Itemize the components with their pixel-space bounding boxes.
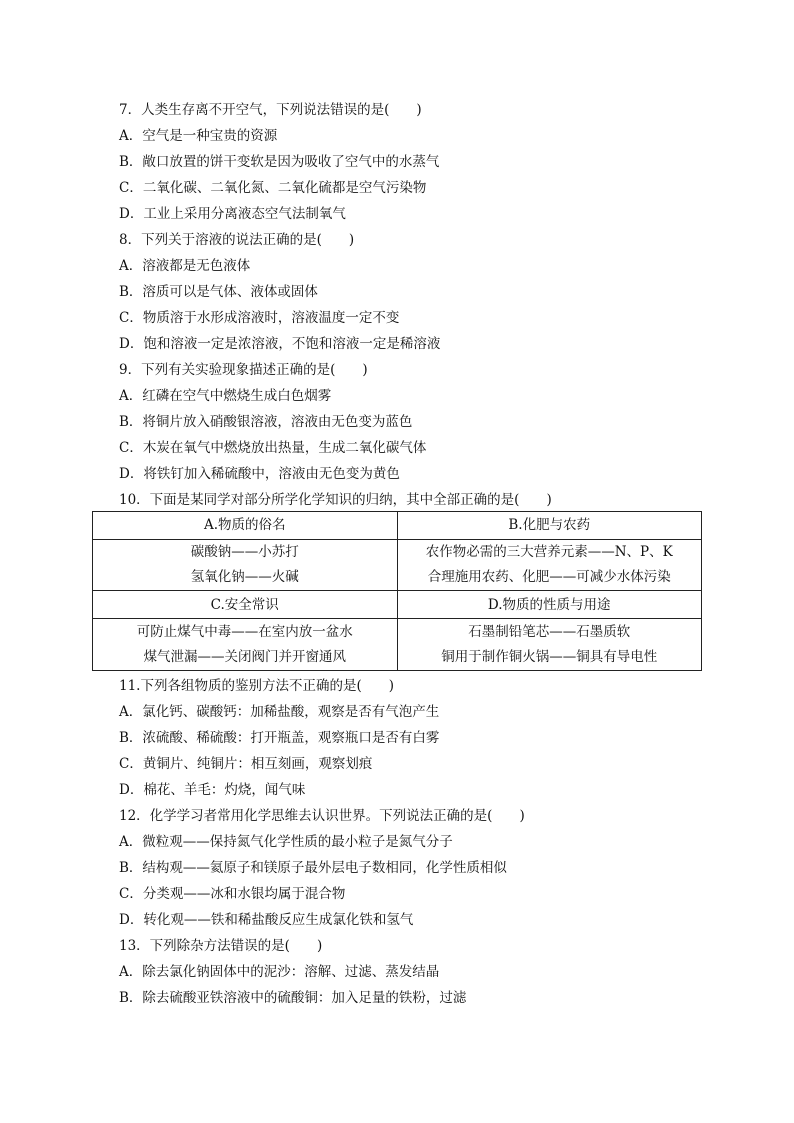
question-13-option-a: A．除去氯化钠固体中的泥沙：溶解、过滤、蒸发结晶 xyxy=(119,964,440,980)
question-8-option-d: D．饱和溶液一定是浓溶液，不饱和溶液一定是稀溶液 xyxy=(119,336,441,352)
question-11-option-d: D．棉花、羊毛：灼烧，闻气味 xyxy=(119,782,306,798)
table-cell-b-line-2: 合理施用农药、化肥——可减少水体污染 xyxy=(427,569,671,585)
table-cell-d xyxy=(397,619,702,671)
question-11-stem: 11.下列各组物质的鉴别方法不正确的是( ) xyxy=(119,678,395,694)
table-cell-a-line-1: 碳酸钠——小苏打 xyxy=(190,544,299,560)
question-9-option-c: C．木炭在氧气中燃烧放出热量，生成二氧化碳气体 xyxy=(119,440,427,456)
question-12-option-c: C．分类观——冰和水银均属于混合物 xyxy=(119,886,346,902)
question-12-option-a: A．微粒观——保持氮气化学性质的最小粒子是氮气分子 xyxy=(119,834,453,850)
table-cell-d-line-2: 铜用于制作铜火锅——铜具有导电性 xyxy=(441,648,658,665)
table-header-d: D.物质的性质与用途 xyxy=(397,591,702,619)
table-cell-a-line-2: 氢氧化钠——火碱 xyxy=(190,569,299,585)
table-cell-d-line-1: 石墨制铅笔芯——石墨质软 xyxy=(468,623,631,640)
table-cell-b xyxy=(397,539,702,591)
knowledge-table xyxy=(92,511,702,671)
question-12-stem: 12．化学学习者常用化学思维去认识世界。下列说法正确的是( ) xyxy=(119,808,525,824)
question-7-option-b: B．敞口放置的饼干变软是因为吸收了空气中的水蒸气 xyxy=(119,154,440,170)
question-9-option-b: B．将铜片放入硝酸银溶液，溶液由无色变为蓝色 xyxy=(119,414,413,430)
question-9-option-a: A．红磷在空气中燃烧生成白色烟雾 xyxy=(119,388,332,404)
question-9-stem: 9．下列有关实验现象描述正确的是( ) xyxy=(119,362,368,378)
question-7-option-d: D．工业上采用分离液态空气法制氧气 xyxy=(119,206,346,222)
question-11-option-a: A．氯化钙、碳酸钙：加稀盐酸，观察是否有气泡产生 xyxy=(119,704,440,720)
question-12-option-d: D．转化观——铁和稀盐酸反应生成氯化铁和氢气 xyxy=(119,912,414,928)
question-8-option-b: B．溶质可以是气体、液体或固体 xyxy=(119,284,318,300)
question-12-option-b: B．结构观——氦原子和镁原子最外层电子数相同，化学性质相似 xyxy=(119,860,507,876)
question-13-option-b: B．除去硫酸亚铁溶液中的硫酸铜：加入足量的铁粉，过滤 xyxy=(119,990,467,1006)
question-11-option-b: B．浓硫酸、稀硫酸：打开瓶盖，观察瓶口是否有白雾 xyxy=(119,730,440,746)
question-9-option-d: D．将铁钉加入稀硫酸中，溶液由无色变为黄色 xyxy=(119,466,400,482)
question-8-option-c: C．物质溶于水形成溶液时，溶液温度一定不变 xyxy=(119,310,400,326)
table-cell-a xyxy=(93,539,398,591)
question-13-stem: 13．下列除杂方法错误的是( ) xyxy=(119,938,323,954)
table-header-a: A.物质的俗名 xyxy=(93,512,398,540)
table-header-c: C.安全常识 xyxy=(93,591,398,619)
question-8-stem: 8．下列关于溶液的说法正确的是( ) xyxy=(119,232,355,248)
question-7-option-c: C．二氧化碳、二氧化氮、二氧化硫都是空气污染物 xyxy=(119,180,427,196)
table-header-b: B.化肥与农药 xyxy=(397,512,702,540)
question-11-option-c: C．黄铜片、纯铜片：相互刻画，观察划痕 xyxy=(119,756,373,772)
table-cell-c xyxy=(93,619,398,671)
question-7-option-a: A．空气是一种宝贵的资源 xyxy=(119,128,278,144)
table-cell-b-line-1: 农作物必需的三大营养元素——N、P、K xyxy=(425,544,673,560)
question-10-stem: 10．下面是某同学对部分所学化学知识的归纳，其中全部正确的是( ) xyxy=(119,492,552,508)
question-7-stem: 7．人类生存离不开空气，下列说法错误的是( ) xyxy=(119,102,422,118)
table-cell-c-line-1: 可防止煤气中毒——在室内放一盆水 xyxy=(136,623,353,640)
question-8-option-a: A．溶液都是无色液体 xyxy=(119,258,251,274)
table-cell-c-line-2: 煤气泄漏——关闭阀门并开窗通风 xyxy=(143,648,346,665)
